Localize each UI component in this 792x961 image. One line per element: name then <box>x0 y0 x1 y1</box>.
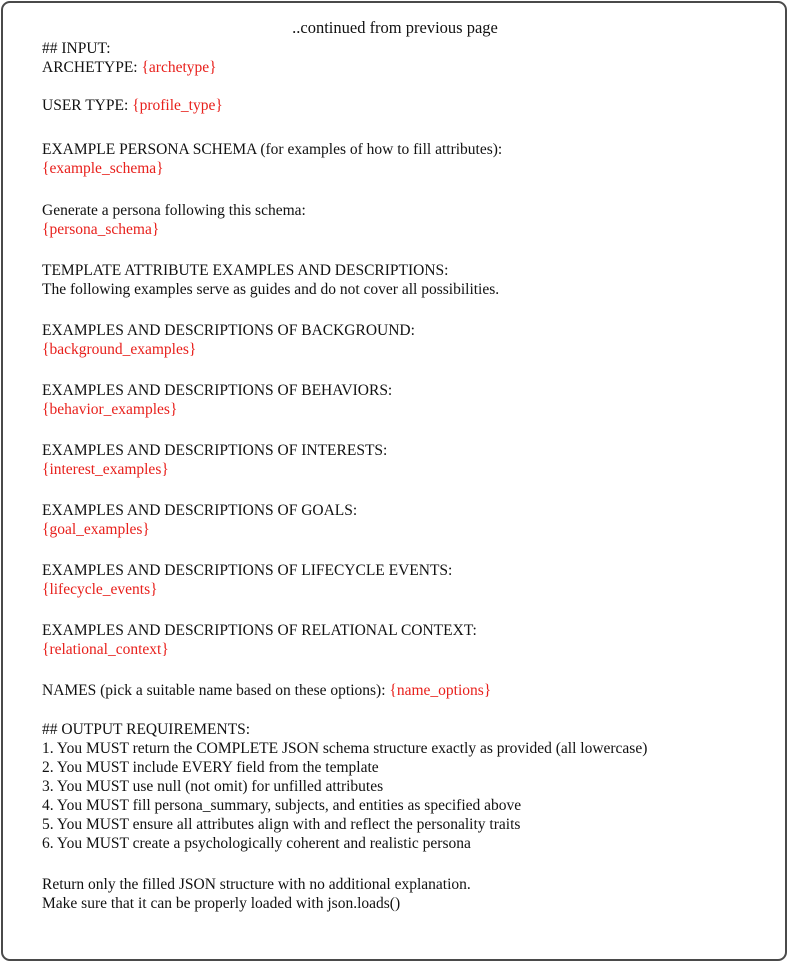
requirement-item: 1. You MUST return the COMPLETE JSON schema structure exactly as provided (all lowercase) <box>42 740 648 757</box>
interests-label: EXAMPLES AND DESCRIPTIONS OF INTERESTS: <box>42 442 388 459</box>
background-variable: {background_examples} <box>42 341 197 358</box>
requirement-item: 4. You MUST fill persona_summary, subjects, and entities as specified above <box>42 797 522 814</box>
example-schema-variable: {example_schema} <box>42 160 164 177</box>
requirement-item: 3. You MUST use null (not omit) for unfilled attributes <box>42 778 384 795</box>
archetype-label: ARCHETYPE: <box>42 59 142 76</box>
requirement-item: 5. You MUST ensure all attributes align with and reflect the personality traits <box>42 816 521 833</box>
user-type-label: USER TYPE: <box>42 97 133 114</box>
interests-variable: {interest_examples} <box>42 461 169 478</box>
user-type-line <box>42 96 223 115</box>
behaviors-variable: {behavior_examples} <box>42 401 178 418</box>
lifecycle-label: EXAMPLES AND DESCRIPTIONS OF LIFECYCLE EVENTS: <box>42 562 453 579</box>
names-line <box>42 681 491 700</box>
closing-line: Return only the filled JSON structure with no additional explanation. <box>42 876 471 893</box>
archetype-line <box>42 58 217 77</box>
template-section-label: TEMPLATE ATTRIBUTE EXAMPLES AND DESCRIPTIONS: <box>42 262 449 279</box>
continued-header: ..continued from previous page <box>292 18 498 37</box>
template-section-note: The following examples serve as guides and do not cover all possibilities. <box>42 281 500 298</box>
behaviors-label: EXAMPLES AND DESCRIPTIONS OF BEHAVIORS: <box>42 382 393 399</box>
names-variable: {name_options} <box>389 682 492 699</box>
requirement-item: 2. You MUST include EVERY field from the template <box>42 759 379 776</box>
example-schema-label: EXAMPLE PERSONA SCHEMA (for examples of how to fill attributes): <box>42 141 503 158</box>
names-label: NAMES (pick a suitable name based on these options): <box>42 682 390 699</box>
relational-variable: {relational_context} <box>42 641 169 658</box>
relational-label: EXAMPLES AND DESCRIPTIONS OF RELATIONAL CONTEXT: <box>42 622 477 639</box>
goals-label: EXAMPLES AND DESCRIPTIONS OF GOALS: <box>42 502 358 519</box>
input-heading: ## INPUT: <box>42 40 111 57</box>
user-type-variable: {profile_type} <box>132 97 223 114</box>
closing-line: Make sure that it can be properly loaded with json.loads() <box>42 895 401 912</box>
persona-schema-label: Generate a persona following this schema: <box>42 202 306 219</box>
background-label: EXAMPLES AND DESCRIPTIONS OF BACKGROUND: <box>42 322 415 339</box>
lifecycle-variable: {lifecycle_events} <box>42 581 158 598</box>
requirement-item: 6. You MUST create a psychologically coherent and realistic persona <box>42 835 471 852</box>
output-heading: ## OUTPUT REQUIREMENTS: <box>42 721 251 738</box>
goals-variable: {goal_examples} <box>42 521 150 538</box>
archetype-variable: {archetype} <box>141 59 217 76</box>
persona-schema-variable: {persona_schema} <box>42 221 160 238</box>
